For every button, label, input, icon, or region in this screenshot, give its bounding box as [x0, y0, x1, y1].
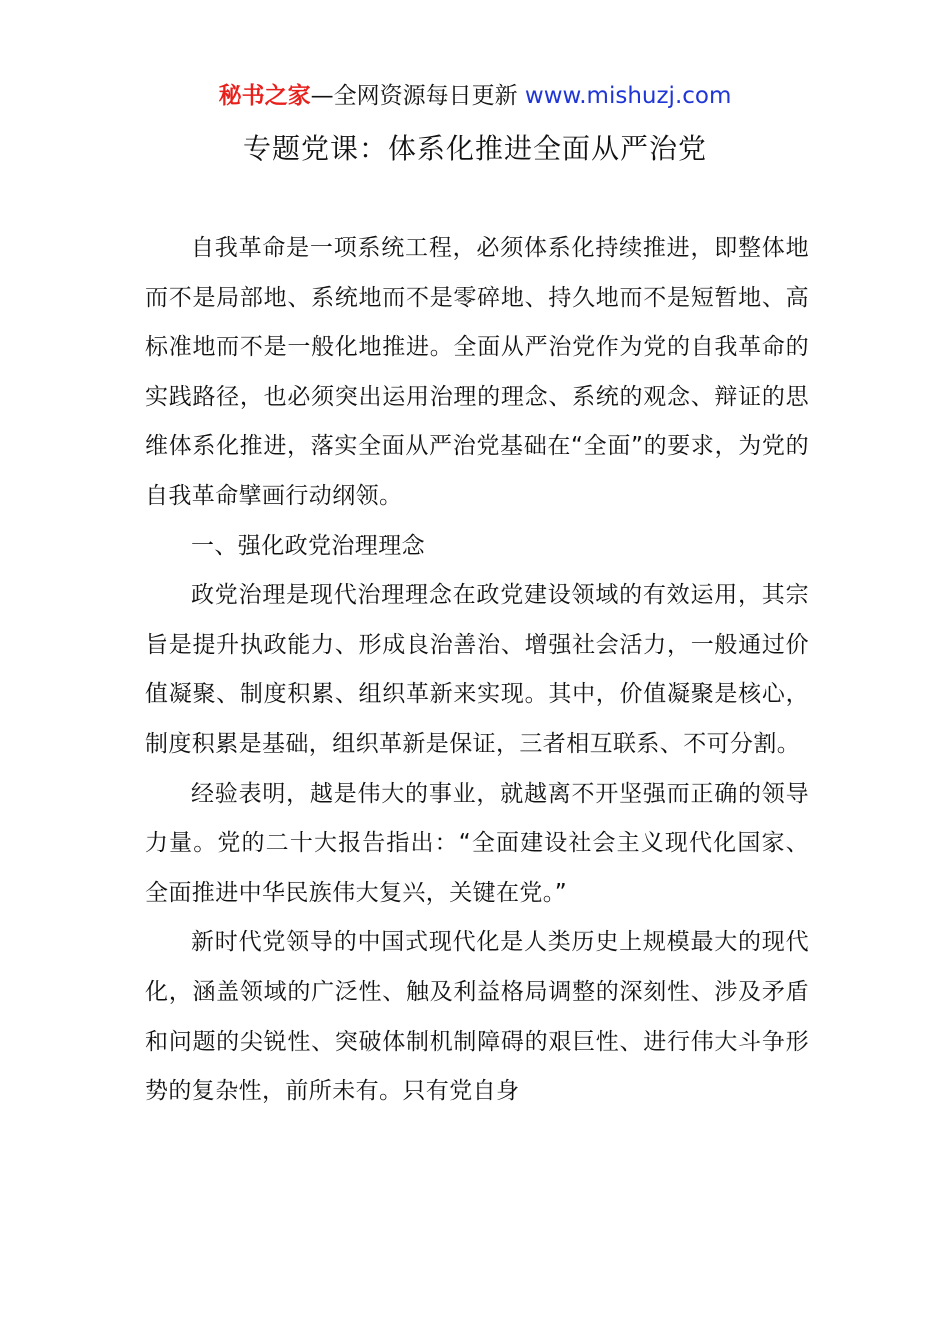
paragraph-new-era: 新时代党领导的中国式现代化是人类历史上规模最大的现代化，涵盖领域的广泛性、触及利益格局调整的深刻性、涉及矛盾和问题的尖锐性、突破体制机制障碍的艰巨性、进行伟大斗争形势的复杂性，前所未有。只有党自身: [145, 929, 809, 1105]
document-title: 专题党课：体系化推进全面从严治党: [242, 132, 707, 165]
paragraph-experience: 经验表明，越是伟大的事业，就越离不开坚强而正确的领导力量。党的二十大报告指出：“全面建设社会主义现代化国家、全面推进中华民族伟大复兴，关键在党。”: [145, 780, 809, 906]
header-tagline: —全网资源每日更新: [310, 83, 525, 109]
section-heading-1: 一、强化政党治理理念: [191, 532, 425, 559]
paragraph-party-governance: 政党治理是现代治理理念在政党建设领域的有效运用，其宗旨是提升执政能力、形成良治善治、增强社会活力，一般通过价值凝聚、制度积累、组织革新来实现。其中，价值凝聚是核心，制度积累是基础，组织革新是保证，三者相互联系、不可分割。: [145, 582, 809, 757]
site-url-link[interactable]: www.mishuzj.com: [524, 83, 732, 109]
paragraph-intro: 自我革命是一项系统工程，必须体系化持续推进，即整体地而不是局部地、系统地而不是零碎地、持久地而不是短暂地、高标准地而不是一般化地推进。全面从严治党作为党的自我革命的实践路径，也必须突出运用治理的理念、系统的观念、辩证的思维体系化推进，落实全面从严治党基础在“全面”的要求，为党的自我革命擘画行动纲领。: [145, 235, 809, 509]
site-header: [0, 80, 950, 112]
document-body: [145, 224, 809, 1117]
brand-name: 秘书之家: [218, 83, 311, 109]
